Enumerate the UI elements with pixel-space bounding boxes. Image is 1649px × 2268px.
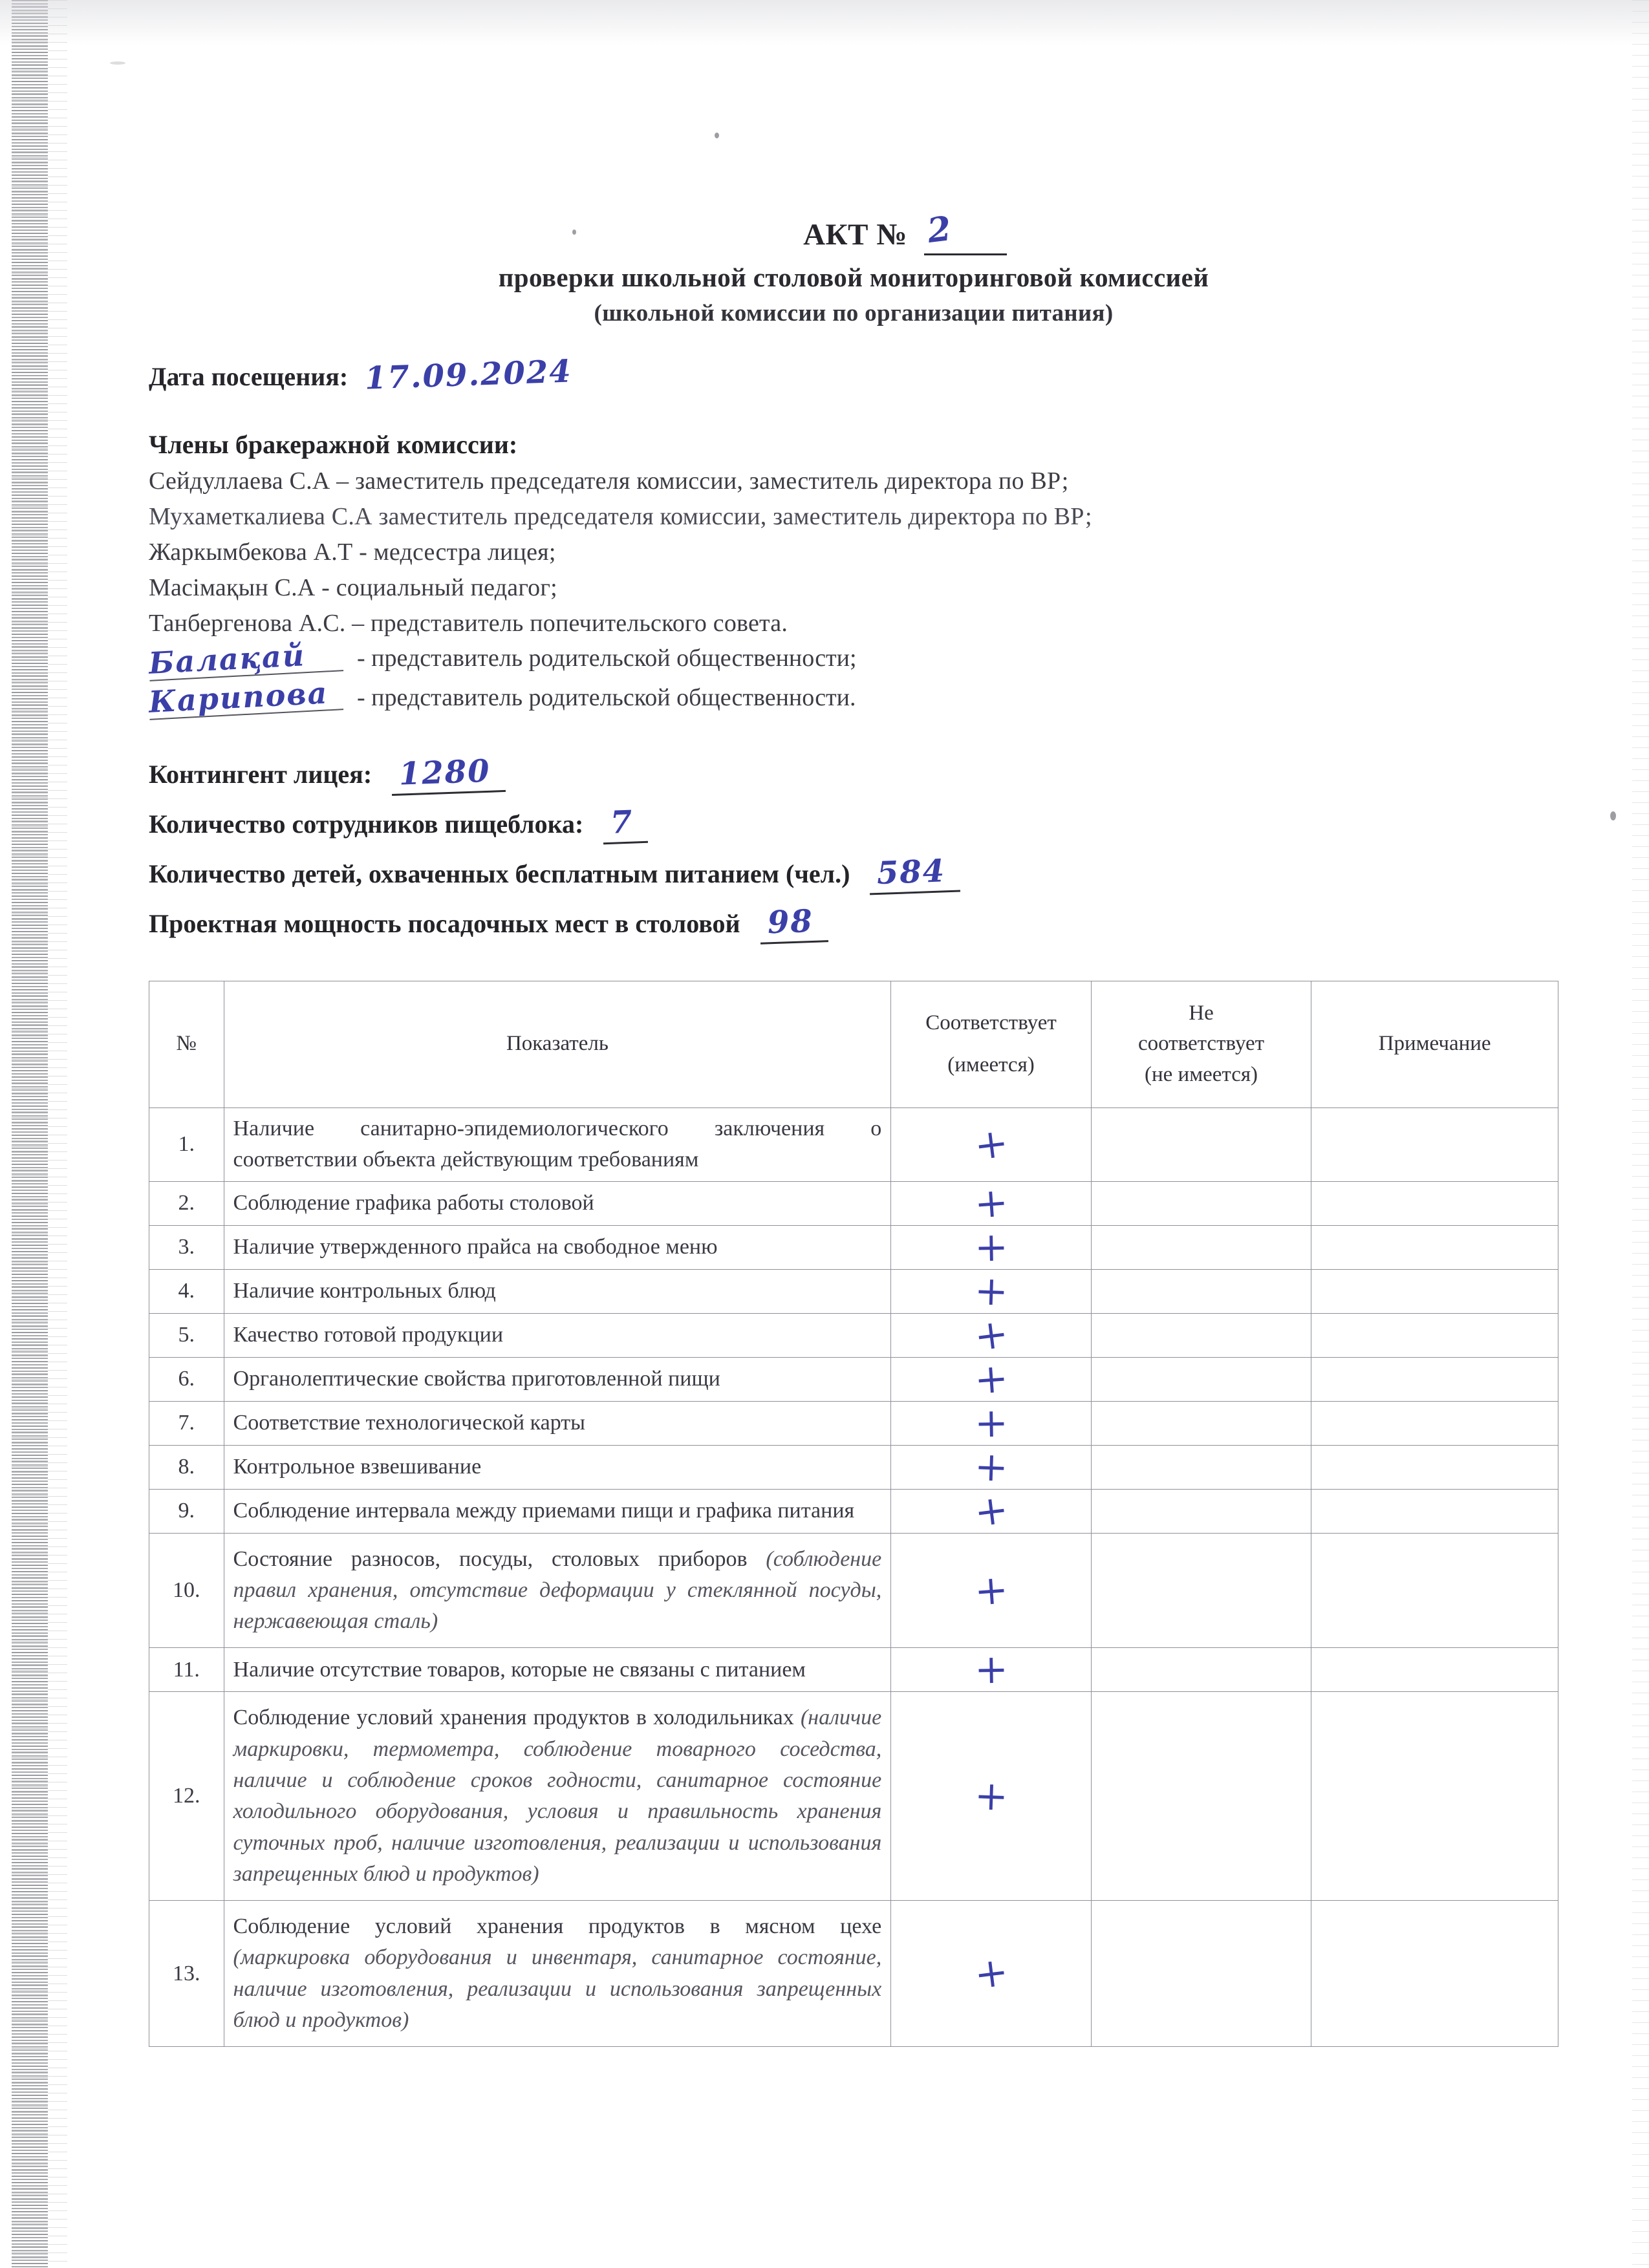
table-row (149, 1108, 1558, 1182)
table-row (149, 1648, 1558, 1692)
cell-note (1311, 1181, 1558, 1225)
cell-note (1311, 1533, 1558, 1648)
cell-conforms (891, 1177, 1092, 1228)
checkmark-plus-handwritten: + (973, 1177, 1009, 1228)
indicator-text: Наличие санитарно-эпидемиологического заключения о соответствии объекта действующим требованиям (233, 1117, 882, 1172)
audit-table-body (149, 1108, 1558, 2047)
cell-indicator (224, 1648, 891, 1692)
stat-label: Контингент лицея: (149, 759, 372, 789)
visit-date-handwritten: 17.09.2024 (364, 353, 573, 397)
indicator-text: Наличие контрольных блюд (233, 1279, 496, 1303)
act-number-handwritten: 2 (925, 209, 954, 251)
indicator-text: Органолептические свойства приготовленной пищи (233, 1367, 720, 1391)
act-number-line (220, 209, 1558, 253)
indicator-text: Соответствие технологической карты (233, 1411, 585, 1435)
cell-number: 8. (149, 1445, 224, 1489)
header-not-conforms-line1: Не (1189, 1001, 1214, 1025)
cell-indicator (224, 1357, 891, 1401)
indicator-text: Состояние разносов, посуды, столовых приборов (233, 1546, 766, 1571)
cell-note (1311, 1401, 1558, 1445)
cell-number: 5. (149, 1313, 224, 1357)
commission-member: Мухаметкалиева С.А заместитель председателя комиссии, заместитель директора по ВР; (149, 503, 1092, 530)
cell-not-conforms (1091, 1692, 1311, 1901)
cell-conforms (891, 1266, 1092, 1315)
indicator-detail-italic: (соблюдение правил хранения, отсутствие деформации у стеклянной посуды, нержавеющая сталь) (233, 1546, 882, 1634)
cell-note (1311, 1357, 1558, 1401)
checkmark-plus-handwritten: + (971, 1484, 1011, 1536)
table-row (149, 1445, 1558, 1489)
parent-representative-name-handwritten: Карипова (148, 676, 343, 720)
table-row (149, 1313, 1558, 1357)
cell-number: 7. (149, 1401, 224, 1445)
cell-not-conforms (1091, 1313, 1311, 1357)
parent-representative-row (147, 637, 1558, 681)
document-subtitle-secondary: (школьной комиссии по организации питания) (594, 300, 1114, 326)
stat-row-staff (149, 804, 1558, 844)
parent-representative-role: - представитель родительской общественности; (357, 645, 857, 672)
table-row (149, 1901, 1558, 2047)
indicator-text: Соблюдение условий хранения продуктов в холодильниках (233, 1706, 801, 1730)
cell-number: 9. (149, 1489, 224, 1533)
cell-conforms (891, 1309, 1092, 1360)
scan-top-shading (0, 0, 1649, 45)
cell-conforms (891, 1901, 1092, 2047)
cell-conforms (891, 1353, 1092, 1404)
indicator-text: Соблюдение условий хранения продуктов в мясном цехе (233, 1914, 882, 1939)
cell-indicator (224, 1489, 891, 1533)
checkmark-plus-handwritten: + (973, 1771, 1009, 1820)
parent-representative-row (147, 675, 1558, 720)
cell-number: 12. (149, 1692, 224, 1901)
cell-not-conforms (1091, 1225, 1311, 1269)
cell-indicator (224, 1901, 891, 2047)
commission-member: Танбергенова А.С. – представитель попечительского совета. (149, 610, 788, 637)
indicator-text: Контрольное взвешивание (233, 1455, 482, 1479)
parent-representative-role: - представитель родительской общественности. (357, 683, 856, 711)
indicator-text: Соблюдение графика работы столовой (233, 1191, 594, 1215)
cell-indicator (224, 1401, 891, 1445)
scan-speck (110, 61, 125, 65)
cell-not-conforms (1091, 1269, 1311, 1313)
cell-note (1311, 1445, 1558, 1489)
cell-indicator (224, 1225, 891, 1269)
cell-indicator (224, 1445, 891, 1489)
checkmark-plus-handwritten: + (973, 1442, 1009, 1491)
checkmark-plus-handwritten: + (973, 1353, 1009, 1404)
table-header-row (149, 981, 1558, 1108)
cell-not-conforms (1091, 1401, 1311, 1445)
cell-conforms (891, 1442, 1092, 1491)
indicator-text: Наличие отсутствие товаров, которые не связаны с питанием (233, 1657, 806, 1682)
cell-not-conforms (1091, 1108, 1311, 1182)
cell-number: 13. (149, 1901, 224, 2047)
cell-note (1311, 1313, 1558, 1357)
cell-number: 11. (149, 1648, 224, 1692)
header-note: Примечание (1311, 981, 1558, 1108)
cell-note (1311, 1225, 1558, 1269)
table-row (149, 1357, 1558, 1401)
commission-member: Сейдуллаева С.А – заместитель председателя комиссии, заместитель директора по ВР; (149, 467, 1069, 495)
cell-number: 2. (149, 1181, 224, 1225)
header-number: № (149, 981, 224, 1108)
act-number-underline (924, 253, 1007, 255)
cell-conforms (891, 1108, 1092, 1182)
checkmark-plus-handwritten: + (973, 1398, 1009, 1447)
indicator-detail-italic: (наличие маркировки, термометра, соблюдение товарного соседства, наличие и соблюдение сроков годности, санитарное состояние холодильного оборудования, условия и правильность хранения суточных проб, наличие изготовления, реализации и использования запрещенных блюд и продуктов) (233, 1706, 882, 1886)
indicator-text: Качество готовой продукции (233, 1323, 504, 1347)
scan-speck (1610, 811, 1616, 820)
cell-indicator (224, 1269, 891, 1313)
cell-number: 6. (149, 1357, 224, 1401)
indicator-detail-italic: (маркировка оборудования и инвентаря, санитарное состояние, наличие изготовления, реализации и использования запрещенных блюд и продуктов) (233, 1945, 882, 2032)
cell-not-conforms (1091, 1901, 1311, 2047)
commission-member: Жаркымбекова А.Т - медсестра лицея; (149, 539, 556, 566)
commission-heading: Члены бракеражной комиссии: (149, 430, 518, 459)
header-not-conforms (1091, 981, 1311, 1108)
checkmark-plus-handwritten: + (971, 1118, 1011, 1170)
cell-indicator (224, 1313, 891, 1357)
visit-date-row (149, 353, 1558, 397)
scan-edge-noise-left (12, 0, 48, 2268)
cell-not-conforms (1091, 1489, 1311, 1533)
audit-table-wrapper (149, 981, 1558, 2048)
audit-table (149, 981, 1558, 2048)
stat-label: Количество сотрудников пищеблока: (149, 809, 584, 839)
table-row (149, 1489, 1558, 1533)
header-not-conforms-line2: соответствует (1137, 1032, 1265, 1056)
header-conforms (891, 981, 1092, 1108)
cell-note (1311, 1692, 1558, 1901)
act-number-field (915, 209, 975, 253)
cell-number: 4. (149, 1269, 224, 1313)
cell-not-conforms (1091, 1181, 1311, 1225)
commission-member: Масімақын С.А - социальный педагог; (149, 574, 557, 601)
cell-indicator (224, 1692, 891, 1901)
cell-not-conforms (1091, 1357, 1311, 1401)
checkmark-plus-handwritten: + (973, 1645, 1009, 1693)
cell-not-conforms (1091, 1445, 1311, 1489)
cell-note (1311, 1108, 1558, 1182)
header-not-conforms-line3: (не имеется) (1145, 1063, 1258, 1087)
table-row (149, 1401, 1558, 1445)
cell-number: 1. (149, 1108, 224, 1182)
cell-indicator (224, 1181, 891, 1225)
stat-label: Количество детей, охваченных бесплатным питанием (чел.) (149, 859, 850, 888)
scan-edge-noise-right (1632, 0, 1649, 2268)
cell-conforms (891, 1692, 1092, 1901)
header-indicator: Показатель (224, 981, 891, 1108)
cell-indicator (224, 1533, 891, 1648)
cell-number: 10. (149, 1533, 224, 1648)
cell-conforms (891, 1645, 1092, 1693)
document-title-block (149, 209, 1558, 327)
stat-value-handwritten: 584 (868, 852, 960, 895)
cell-not-conforms (1091, 1533, 1311, 1648)
cell-not-conforms (1091, 1648, 1311, 1692)
indicator-text: Наличие утвержденного прайса на свободное меню (233, 1235, 718, 1259)
stat-row-contingent (149, 754, 1558, 794)
checkmark-plus-handwritten: + (971, 1309, 1011, 1360)
stat-row-free-meals (149, 854, 1558, 893)
cell-note (1311, 1901, 1558, 2047)
cell-indicator (224, 1108, 891, 1182)
cell-note (1311, 1648, 1558, 1692)
scan-edge-noise-left-secondary (48, 0, 67, 2268)
stat-value-handwritten: 1280 (391, 753, 506, 796)
table-row (149, 1269, 1558, 1313)
cell-conforms (891, 1533, 1092, 1648)
document-subtitle-primary: проверки школьной столовой мониторинговой комиссией (498, 262, 1209, 292)
header-conforms-line1: Соответствует (925, 1011, 1057, 1034)
cell-conforms (891, 1225, 1092, 1269)
cell-number: 3. (149, 1225, 224, 1269)
table-row (149, 1181, 1558, 1225)
scan-speck (715, 133, 719, 138)
cell-note (1311, 1489, 1558, 1533)
checkmark-plus-handwritten: + (971, 1947, 1011, 1998)
cell-note (1311, 1269, 1558, 1313)
checkmark-plus-handwritten: + (973, 1565, 1009, 1615)
visit-date-label: Дата посещения: (149, 362, 349, 391)
checkmark-plus-handwritten: + (973, 1266, 1009, 1315)
table-row (149, 1533, 1558, 1648)
cell-conforms (891, 1484, 1092, 1536)
table-row (149, 1225, 1558, 1269)
table-row (149, 1692, 1558, 1901)
stat-value-handwritten: 7 (602, 803, 648, 844)
cell-conforms (891, 1398, 1092, 1447)
parent-representative-name-handwritten: Балақай (148, 637, 343, 681)
indicator-text: Соблюдение интервала между приемами пищи и графика питания (233, 1499, 855, 1523)
act-label: АКТ № (803, 218, 907, 251)
checkmark-plus-handwritten: + (973, 1223, 1009, 1271)
stat-row-seating-capacity (149, 904, 1558, 943)
stat-label: Проектная мощность посадочных мест в столовой (149, 908, 740, 938)
stat-value-handwritten: 98 (759, 903, 828, 945)
header-conforms-line2: (имеется) (947, 1053, 1035, 1077)
